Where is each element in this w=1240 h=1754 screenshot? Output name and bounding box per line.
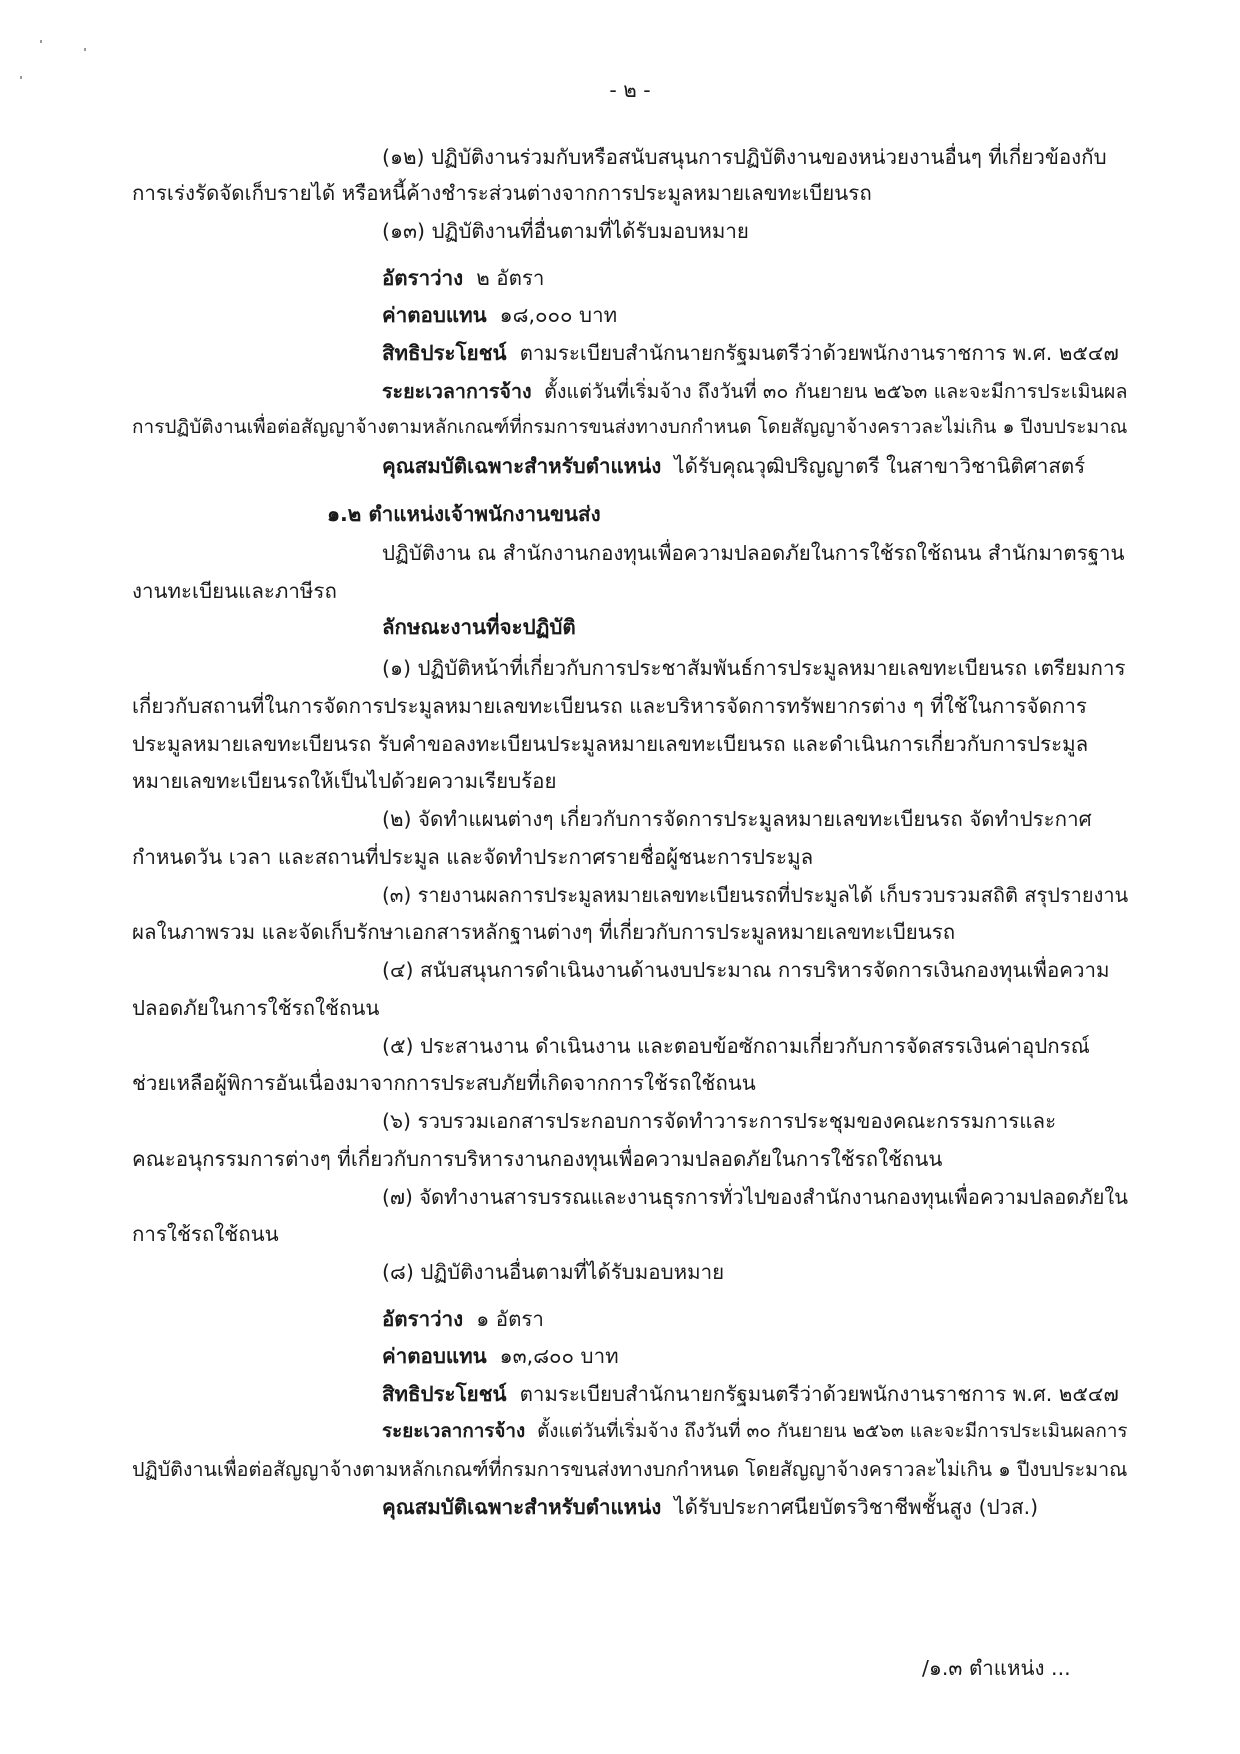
scan-speck — [40, 40, 42, 43]
duty-1-line-1: (๑) ปฏิบัติหน้าที่เกี่ยวกับการประชาสัมพันธ์การประมูลหมายเลขทะเบียนรถ เตรียมการ — [382, 656, 1126, 680]
vacancy-label: อัตราว่าง — [382, 1307, 464, 1331]
duty-5-line-2: ช่วยเหลือผู้พิการอันเนื่องมาจากการประสบภัยที่เกิดจากการใช้รถใช้ถนน — [132, 1071, 756, 1095]
period-label: ระยะเวลาการจ้าง — [382, 380, 532, 403]
pay-row — [382, 1340, 619, 1373]
item-12-line-1: (๑๒) ปฏิบัติงานร่วมกับหรือสนับสนุนการปฏิบัติงานของหน่วยงานอื่นๆ ที่เกี่ยวข้องกับ — [382, 145, 1107, 169]
item-12-line-2: การเร่งรัดจัดเก็บรายได้ หรือหนี้ค้างชำระส่วนต่างจากการประมูลหมายเลขทะเบียนรถ — [132, 181, 872, 205]
duty-3-line-1: (๓) รายงานผลการประมูลหมายเลขทะเบียนรถที่ประมูลได้ เก็บรวบรวมสถิติ สรุปรายงาน — [382, 883, 1129, 907]
vacancy-label: อัตราว่าง — [382, 266, 464, 290]
pay-label: ค่าตอบแทน — [382, 1344, 487, 1368]
duties-heading: ลักษณะงานที่จะปฏิบัติ — [382, 615, 576, 639]
duty-1-line-3: ประมูลหมายเลขทะเบียนรถ รับคำขอลงทะเบียนประมูลหมายเลขทะเบียนรถ และดำเนินการเกี่ยวกับการประมูล — [132, 732, 1089, 756]
pay-label: ค่าตอบแทน — [382, 303, 487, 327]
vacancy-value: ๑ อัตรา — [476, 1307, 544, 1331]
period-value: ตั้งแต่วันที่เริ่มจ้าง ถึงวันที่ ๓๐ กันยายน ๒๕๖๓ และจะมีการประเมินผล — [544, 380, 1128, 403]
duty-2-line-2: กำหนดวัน เวลา และสถานที่ประมูล และจัดทำประกาศรายชื่อผู้ชนะการประมูล — [132, 845, 814, 869]
qualification-row — [382, 1491, 1038, 1524]
duty-8-line-1: (๘) ปฏิบัติงานอื่นตามที่ได้รับมอบหมาย — [382, 1260, 725, 1284]
pay-row — [382, 299, 617, 332]
pay-value: ๑๘,๐๐๐ บาท — [499, 303, 618, 327]
benefit-value: ตามระเบียบสำนักนายกรัฐมนตรีว่าด้วยพนักงานราชการ พ.ศ. ๒๕๔๗ — [519, 341, 1119, 365]
scan-speck — [84, 48, 86, 51]
benefit-row — [382, 1378, 1119, 1411]
duty-4-line-2: ปลอดภัยในการใช้รถใช้ถนน — [132, 996, 380, 1020]
duty-4-line-1: (๔) สนับสนุนการดำเนินงานด้านงบประมาณ การบริหารจัดการเงินกองทุนเพื่อความ — [382, 958, 1110, 982]
vacancy-row — [382, 262, 544, 295]
item-13: (๑๓) ปฏิบัติงานที่อื่นตามที่ได้รับมอบหมาย — [382, 219, 749, 243]
duty-7-line-2: การใช้รถใช้ถนน — [132, 1222, 279, 1246]
qualification-value: ได้รับคุณวุฒิปริญญาตรี ในสาขาวิชานิติศาสตร์ — [674, 454, 1086, 478]
duty-5-line-1: (๕) ประสานงาน ดำเนินงาน และตอบข้อซักถามเกี่ยวกับการจัดสรรเงินค่าอุปกรณ์ — [382, 1034, 1090, 1058]
qualification-value: ได้รับประกาศนียบัตรวิชาชีพชั้นสูง (ปวส.) — [674, 1495, 1039, 1519]
benefit-label: สิทธิประโยชน์ — [382, 1382, 507, 1406]
duty-2-line-1: (๒) จัดทำแผนต่างๆ เกี่ยวกับการจัดการประมูลหมายเลขทะเบียนรถ จัดทำประกาศ — [382, 807, 1092, 831]
vacancy-row — [382, 1303, 544, 1336]
section-heading: ๑.๒ ตำแหน่งเจ้าพนักงานขนส่ง — [327, 502, 601, 526]
duty-1-line-2: เกี่ยวกับสถานที่ในการจัดการประมูลหมายเลขทะเบียนรถ และบริหารจัดการทรัพยากรต่าง ๆ ที่ใช้ในการจัดการ — [132, 694, 1087, 718]
period-value-line-2: ปฏิบัติงานเพื่อต่อสัญญาจ้างตามหลักเกณฑ์ที่กรมการขนส่งทางบกกำหนด โดยสัญญาจ้างคราวละไม่เกิน ๑ ปีงบประมาณ — [132, 1458, 1128, 1481]
vacancy-value: ๒ อัตรา — [476, 266, 545, 290]
pay-value: ๑๓,๘๐๐ บาท — [499, 1344, 619, 1368]
benefit-value: ตามระเบียบสำนักนายกรัฐมนตรีว่าด้วยพนักงานราชการ พ.ศ. ๒๕๔๗ — [519, 1382, 1119, 1406]
duty-3-line-2: ผลในภาพรวม และจัดเก็บรักษาเอกสารหลักฐานต่างๆ ที่เกี่ยวกับการประมูลหมายเลขทะเบียนรถ — [132, 920, 956, 944]
benefit-row — [382, 337, 1119, 370]
duty-6-line-1: (๖) รวบรวมเอกสารประกอบการจัดทำวาระการประชุมของคณะกรรมการและ — [382, 1109, 1057, 1133]
location-line-2: งานทะเบียนและภาษีรถ — [132, 579, 337, 603]
qualification-label: คุณสมบัติเฉพาะสำหรับตำแหน่ง — [382, 1495, 662, 1519]
period-value-line-2: การปฏิบัติงานเพื่อต่อสัญญาจ้างตามหลักเกณฑ์ที่กรมการขนส่งทางบกกำหนด โดยสัญญาจ้างคราวละไม่เกิน ๑ ปีงบประมาณ — [132, 416, 1128, 438]
period-value: ตั้งแต่วันที่เริ่มจ้าง ถึงวันที่ ๓๐ กันยายน ๒๕๖๓ และจะมีการประเมินผลการ — [537, 1421, 1128, 1442]
qualification-label: คุณสมบัติเฉพาะสำหรับตำแหน่ง — [382, 454, 662, 478]
benefit-label: สิทธิประโยชน์ — [382, 341, 507, 365]
page-number: - ๒ - — [609, 78, 651, 102]
duty-6-line-2: คณะอนุกรรมการต่างๆ ที่เกี่ยวกับการบริหารงานกองทุนเพื่อความปลอดภัยในการใช้รถใช้ถนน — [132, 1147, 943, 1171]
location-line-1: ปฏิบัติงาน ณ สำนักงานกองทุนเพื่อความปลอดภัยในการใช้รถใช้ถนน สำนักมาตรฐาน — [382, 541, 1125, 565]
duty-1-line-4: หมายเลขทะเบียนรถให้เป็นไปด้วยความเรียบร้อย — [132, 769, 557, 793]
continuation-marker: /๑.๓ ตำแหน่ง ... — [922, 1656, 1071, 1680]
qualification-row — [382, 450, 1085, 483]
period-row — [382, 375, 1127, 407]
scan-speck — [20, 76, 22, 79]
period-label: ระยะเวลาการจ้าง — [382, 1421, 526, 1442]
period-row — [382, 1416, 1127, 1446]
duty-7-line-1: (๗) จัดทำงานสารบรรณและงานธุรการทั่วไปของสำนักงานกองทุนเพื่อความปลอดภัยใน — [382, 1185, 1128, 1209]
